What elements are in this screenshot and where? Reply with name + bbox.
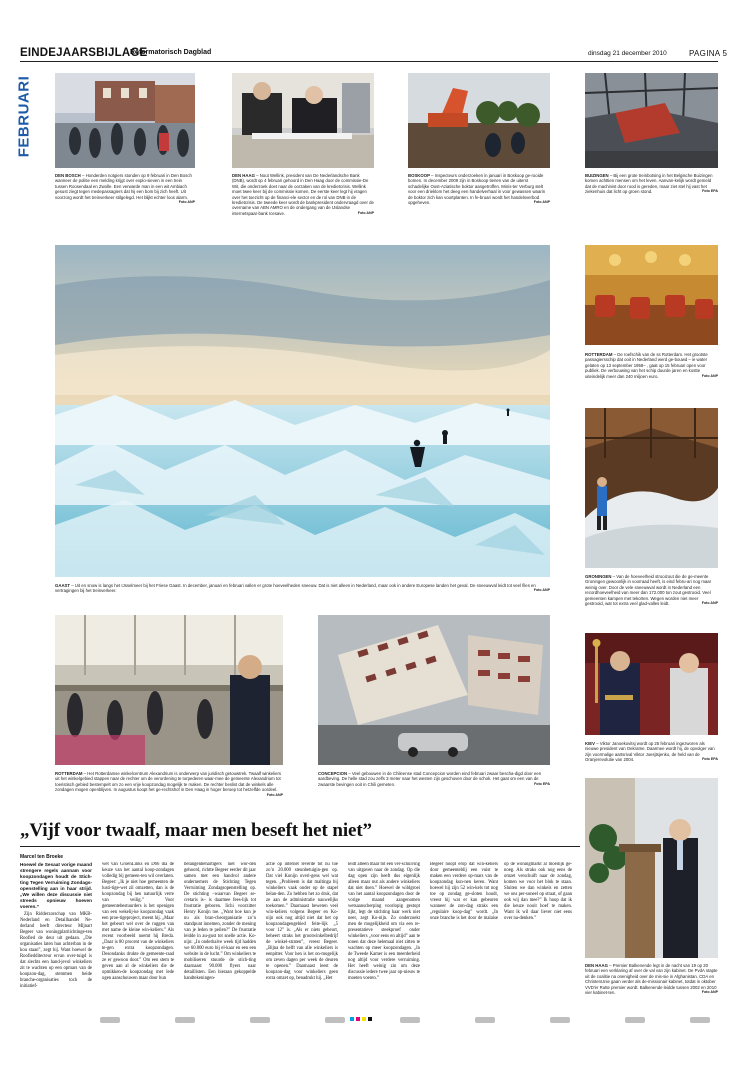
headline-rule — [20, 846, 580, 847]
print-mark — [100, 1017, 120, 1023]
print-mark — [690, 1017, 710, 1023]
page-number: PAGINA 5 — [689, 49, 728, 58]
article-column-4 — [266, 862, 338, 1022]
print-mark — [400, 1017, 420, 1023]
photo-concepcion — [318, 615, 550, 765]
color-register-black — [368, 1017, 372, 1021]
caption-rotterdam-mall: ROTTERDAM – Het Rotterdamse winkelcentrum Alexandrium is onderwerp van juridisch getouwtrek. Twaalf winkeliers uit het winkelgebied stappen naar de rechter om de verordening te torpederen waar-mee de gemeente Alexandrium tot toeristisch gebied bestempelt om zo een vrije koopzondag mogelijk te maken. De rechter beslist dat de winkels alle zondagen mogen openblijven. In augustus koopt het ge-rechtshof in Den Haag in hoger beroep tot hetzelfde oordeel. Foto ANP — [55, 771, 283, 797]
photo-den-haag-dnb — [232, 73, 374, 168]
article-paragraph: Begeer hoopt erop dat win-keliers door gemeenteblij een vuist te maken een verdere op-mars van de koopzondag kun-nen keren. Want hoewel hij zijn 52 win-kels tot nog toe op zondag ge-sloten houdt, vreest hij wat er kan gebeuren wanneer de zon-dag straks een „regulaire koop-dag” wordt. „In onze branche is het door de malaise op de woningmarkt al moeilijk ge-noeg. Als straks ook nog eens de omzet verschuift naar de zondag, komen we voor het blok te staan. Sluiten we dan winkels en zetten we ons per-soneel op straat, of gaan ook wij dan mee?” Ik hoop dat ik die keuze nooit hoef te maken. Want ik wil daar liever niet eens over na-denken.” — [430, 862, 572, 921]
caption-buizingen: BUIZINGEN – Bij een grote treinbotsing in het Belgische Buizingen komen achttien mensen om het leven. Aanvan-kelijk wordt gemeld dat de machinist door rood is gereden, maar ziet stel hij vast het ziekenhuis dat licht op groen stond. Foto EPA — [585, 173, 718, 195]
print-mark — [175, 1017, 195, 1023]
photo-den-haag-balkenende — [585, 778, 718, 958]
header-rule — [20, 61, 718, 62]
article-column-1 — [20, 862, 92, 1022]
photo-gaast-snow — [55, 245, 550, 577]
print-mark — [475, 1017, 495, 1023]
caption-den-haag-balkenende: DEN HAAG – Premier Balkenende legt in de nacht van 19 op 20 februari een verklaring af over de val van zijn kabinet. De PvdA stapte uit de coalitie na onenigheid over de mis-sie in Afghanistan. CDA en ChristenUnie gaan verder als de-missionair kabinet, totdat in oktober VVD'er Rutte premier wordt. Balkenende leidde tussen 2002 en 2010 vier kabinet-ten. Foto ANP — [585, 963, 718, 996]
article-column-2 — [102, 862, 174, 1022]
photo-den-bosch — [55, 73, 195, 168]
color-register-cyan — [350, 1017, 354, 1021]
photo-rotterdam-mall — [55, 615, 283, 765]
caption-groningen: GRONINGEN – Van de hoeveelheid strooizout die de ge-meente Groningen gewoonlijk in voorraad heeft, is eind febru-ari nog maar weinig over. Door de vele sneeuwval wordt in Nederland een recordhoeveelheid van meer dan 172.000 ton zout gestrooid. Veel gemeenten kampen met tekorten. Wegen worden niet meer gestrooid, wat tot extra veel glad-valles leidt. Foto ANP — [585, 574, 718, 607]
article-paragraph: belangenbehartigers niet wor-den gehoord, richtte Begeer eerder dit jaar samen met een handvol andere ondernemers de Stichting Tegen Verruiming Zondagsopenstelling op. De stichting –waarvan Begeer se-cretaris is– is daarmee fees-lijk tot frustratie geboren. Iichi voorzitter Henry Konijn toe. „Want hoe kun je nu als bran-cheorganisatie zo’n standpunt innemen, zonder de mening van je leden te peilen?” De frustratie leidde in au-gust tot snelle actie. Ko-nijn: „In onderhalve week tijd hadden we 60.000 euro bij el-kaar en een een website in de lucht.” Om winkeliers te mobiliseren stuurde de stich-ting daarnaast 90.000 flyers naar detaillisten. Een hieraan gekoppelde handtekeningen- — [184, 862, 256, 981]
print-mark — [550, 1017, 570, 1023]
photo-groningen-salt — [585, 408, 718, 568]
caption-gaast: GAAST – Uit en snow is langs het IJsselmeer bij het Friese Gaast. In december, januari en februari vallen er grote hoeveelheden sneeuw. Dat is niet alleen in Nederland, maar ook in andere Europese landen het geval. De sneeuwval leidt tot veel files en vertragingen bij het treinverkeer. Foto ANP — [55, 583, 550, 594]
article-paragraph: Zijn Ridderzorschap van MKB-Nederland en Detailhandel Ne-derland heeft directeur Mijnart Begeer van woningplatriichtinge-ten Roofied de deur uit gedaan. „Die organisaties laten hun achterban in de kou staan”, zegt hij. Want hoewel de Roofiedditecteur ervan over-tuigd is dat slechts een hand-jevol winkeliers zit te wachten op een opmars van de koopzon-dag, stemmen beide branche-organisaties toch de initiatief- — [20, 912, 92, 989]
photo-boskoop — [408, 73, 550, 168]
caption-rotterdam-ship: ROTTERDAM – De roefschik van de ss Rotterdam. Het grootste passagiersschip dat ooit in Nederland werd ge-bouwd – ie water gelaten op 13 september 1958– , gaat op 15 februari open voor publiek. De verbouwing van het schip duurde jaren en kostte uiteindelijk meer dan 240 miljoen euro. Foto ANP — [585, 352, 718, 379]
article-byline: Marcel ten Broeke — [20, 854, 64, 860]
issue-date: dinsdag 21 december 2010 — [588, 50, 667, 57]
month-label — [12, 70, 36, 170]
photo-buizingen — [585, 73, 718, 168]
caption-kiev: KIEV – Viktor Janoekovitsj wordt op 25 februari ingezworen als nieuwe president van Oekraïne. Daarmee wordt hij, de opvolger van zijn voormalige aartsrival Viktor Joesjtsjenko, de held van de Oranjerevolutie van 2004. Foto EPA — [585, 741, 718, 763]
month-text: FEBRUARI — [15, 75, 33, 158]
photo-rotterdam-ship — [585, 245, 718, 345]
print-mark — [250, 1017, 270, 1023]
caption-boskoop: BOSKOOP – Inspecteurs onderzoeken in januari in Boskoop ge-rooide bomen. In december 2009 zijn in Boskoop tienen van de uiterst schadelijke Oost-Aziatische boktor aangetroffen. Minis-ter Verburg stelt voor een drieklom het deeg een handelverhaal in voor gewassen waarin de boktor zich kan voortplanten. In fe-bruari wordt het handelsverbod opgeheven. Foto ANP — [408, 173, 550, 206]
article-headline: „Vijf voor twaalf, maar men beseft het niet” — [20, 820, 372, 841]
photo-kiev — [585, 633, 718, 735]
article-column-3 — [184, 862, 256, 1022]
article-paragraph: leidt alleen maar tot een ver-schuiving van uitgaven naar de zondag. Op die dag open zijn heeft dus eigenlijk alleen maar nut als andere winkeliers dat niet doen.” Hoewel de wildgroei van het aantal koopzondagen door de vorige maand aangenomen wetsaanscherping voorlopig gestopt lijkt, legt de stichting haar werk niet neer, zegt Ko-nijn. Zo onderzoekt men de mogelijkheid om via een re-presentatieve steekproef onder winkeliers „voor eens en altijd” aan te tonen dat deze helemaal niet zitten te wachten op meer koopzondagen. „In de Tweede Kamer is een meerderheid nog altijd voor verdere verruiming. Het heeft weinig zin om deze discussie iedere twee jaar op-nieuw te moeten voeren.” — [348, 862, 420, 981]
color-register-magenta — [356, 1017, 360, 1021]
caption-den-bosch: DEN BOSCH – Honderden notgiers stonden op 9 februari in Den Bosch wanneer de politie een melding krijgt over explo-sieven in een trein tussen Roosendaal en Zwolle. Een verwarde man in een wit Ambiach gesust ziegt tegen medepassagiers dat hij een bom bij zich heeft. Uit voorzorg wordt het treinverkeer stilgelegd. Het blijkt echter loos alarm. Foto ANP — [55, 173, 195, 205]
article-paragraph: actie op internet leverde tot nu toe zo’n 20.000 steunbetuigin-gen op. Dat viel Konijn overi-gens wel wat tegen. „Probleem is dat maltinga bij winkeliers vaak onder op de stapel belan-den. Zo hebben het zo druk, dat ze aan de administratie nauwelijks toekomen.” Daarnaast beweren veel win-keliers volgens Begeer en Ko-nijn ook nog altijd niet dat het op koopzondagengebied feite-lijk „5 voor 12” is. „Als er niets gebeurt, beheert straks het grootwinkelbedrijf de winkel-straten”, vreest Begeer. „Bijna de helft van alle winkeliers is eenpitter. Voor hen is het on-mogelijk om zeven dagen per week de deuren te openen.” Daarnaast leest de koopzon-dag voor winkeliers geen extra omzet op, benadrukt hij. „Het — [266, 862, 338, 981]
print-mark — [325, 1017, 345, 1023]
article-column-6 — [430, 862, 572, 1022]
article-paragraph: wet van GroenLinks en D66 dia de keuze van het aantal koop-zondagen volledig bij gemeen-ten wil overlaten. Begeer: „Ik je niet hoe gemeenten de lusti-tige-wet zil omzetten, dan is de koopzondag bij hen natuurlijk verre van veilig.” Voor gemeentebestuurders is het openigen van een wekelij-ke koopzondag vaak een proe-tigeproject, meent hij. „Maar het gebeurt wel over de ruggen van met name de kleine win-keliers.” Als recent voorbeeld noemt hij Breda. „Daar is 80 procent van de winkeliers te-gen extra koopzondagen. Desondanks drukte de gemeente-raad ze er gewoon door.” Om een stem te geven aan al de winkeliers die de opmikken-de koopzondag met lede ogen aanschouwen maar door hun — [102, 862, 174, 981]
caption-den-haag-dnb: DEN HAAG – Nout Wellink, president van De Nederlandsche Bank (DNB), wordt op 4 februari gehoord in Den Haag door de commissie-De Wit, die onderzoek doet naar de oorzaken van de kredietcrisis. Wellink moet twee keer bij de commissie komen. De eerste keer legt hij vragen over het toezicht op de financi-ele sector en de rol van DNB in de kredietcrisis. De tweede keer wordt de bankpresident ondervraagd over de overname van ABN AMRO en de ondergang van de IJslandse internetspaar-bank Icesave. Foto ANP — [232, 173, 374, 216]
section-title: EINDEJAARSBIJLAGE — [20, 47, 148, 59]
caption-concepcion: CONCEPCION – Veel gebouwen in de Chileense stad Concepcion worden eind februari zwaar bescha-digd door een aardbeving. De helle stad zou zelfs 3 meter naar het westen zijn geschoven door de schok. Het gaat om een van de zwaarste bevingen ooit in Chili gemeten. Foto EPA — [318, 771, 550, 787]
paper-name: Reformatorisch Dagblad — [130, 49, 212, 56]
article-lead: Hoewel de Sesaat vorige maand strengere regels aannam voor koopzondagen houdt de Stich-ting Tegen Verruiming Zondags-openstelling aan in haar strijd. „We willen deze discussie niet streeds opnieuw hoeven voeren.” — [20, 862, 92, 909]
article-column-5 — [348, 862, 420, 1022]
color-register-yellow — [362, 1017, 366, 1021]
print-mark — [625, 1017, 645, 1023]
